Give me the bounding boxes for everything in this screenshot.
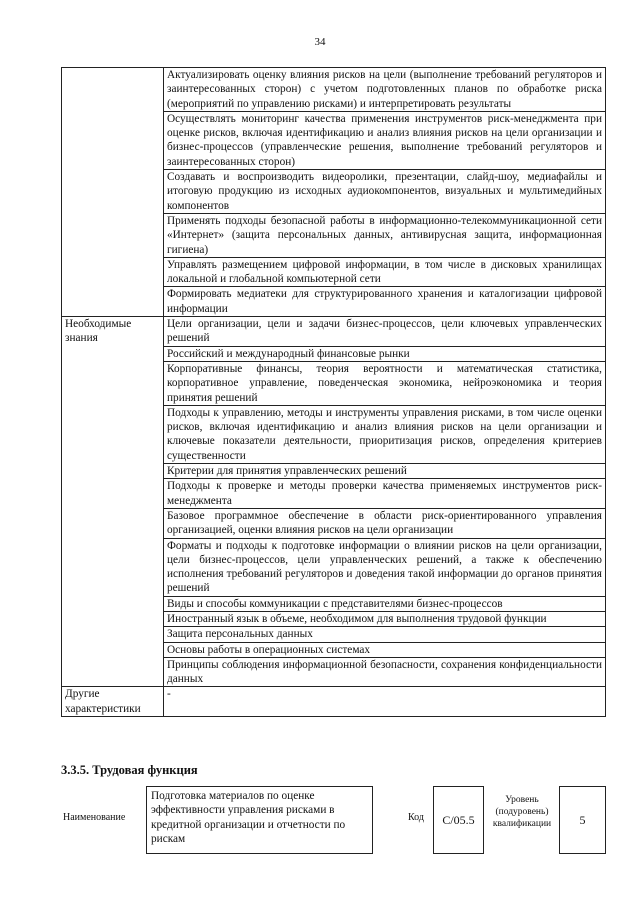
row-category-label: Другие характеристики: [62, 687, 164, 717]
row-text: Подходы к управлению, методы и инструменты управления рисками, в том числе оценки рисков, включая идентификацию и анализ влияния рисков на цели организации и ключевые показатели деятельности, приоритизация рисков, определения критериев существенности: [164, 405, 606, 463]
section-title: 3.3.5. Трудовая функция: [61, 763, 198, 777]
row-text: Иностранный язык в объеме, необходимом для выполнения трудовой функции: [164, 611, 606, 626]
page-number: 34: [314, 36, 326, 48]
table-row: [62, 68, 606, 112]
row-text: Применять подходы безопасной работы в информационно-телекоммуникационной сети «Интернет» (защита персональных данных, антивирусная защита, информационная гигиена): [164, 213, 606, 257]
row-text: Создавать и воспроизводить видеоролики, презентации, слайд-шоу, медиафайлы и итоговую продукцию из исходных аудиокомпонентов, визуальных и мультимедийных компонентов: [164, 170, 606, 214]
qualification-level-label: Уровень (подуровень) квалификации: [492, 795, 552, 829]
row-text: Актуализировать оценку влияния рисков на цели (выполнение требований регуляторов и заинтересованных сторон) с учетом подготовленных планов по обработке риска (мероприятий по управлению рисками) и интерпретировать результаты: [164, 68, 606, 112]
row-text: Защита персональных данных: [164, 627, 606, 642]
table-row: [62, 317, 606, 347]
row-text: Корпоративные финансы, теория вероятности и математическая статистика, корпоративное управление, поведенческая экономика, нейроэкономика и теория принятия решений: [164, 361, 606, 405]
row-text: Цели организации, цели и задачи бизнес-процессов, цели ключевых управленческих решений: [164, 317, 606, 347]
row-text: Принципы соблюдения информационной безопасности, сохранения конфиденциальности данных: [164, 657, 606, 687]
labor-function-header: [61, 786, 606, 854]
name-label: Наименование: [63, 812, 126, 823]
table-row: [62, 687, 606, 717]
qualification-level-value: 5: [559, 786, 606, 854]
row-text: Управлять размещением цифровой информации, в том числе в дисковых хранилищах локальной и глобальной компьютерной сети: [164, 257, 606, 287]
function-code-value: C/05.5: [433, 786, 484, 854]
row-text: Основы работы в операционных системах: [164, 642, 606, 657]
row-text: -: [164, 687, 606, 717]
row-text: Виды и способы коммуникации с представителями бизнес-процессов: [164, 596, 606, 611]
row-category-label: [62, 68, 164, 317]
function-name-value: Подготовка материалов по оценке эффективности управления рисками в кредитной организации и отчетности по рискам: [146, 786, 373, 854]
row-text: Формировать медиатеки для структурированного хранения и каталогизации цифровой информации: [164, 287, 606, 317]
code-label: Код: [408, 812, 424, 823]
row-text: Критерии для принятия управленческих решений: [164, 464, 606, 479]
competency-table: [61, 67, 606, 717]
row-text: Форматы и подходы к подготовке информации о влиянии рисков на цели организации, цели бизнес-процессов, цели управленческих решений, а также к обеспечению исполнения требований регуляторов и доведения такой информации до органов принятия решений: [164, 538, 606, 596]
row-text: Подходы к проверке и методы проверки качества применяемых инструментов риск-менеджмента: [164, 479, 606, 509]
row-text: Базовое программное обеспечение в области риск-ориентированного управления организацией, оценки влияния рисков на цели организации: [164, 508, 606, 538]
row-category-label: Необходимые знания: [62, 317, 164, 687]
row-text: Российский и международный финансовые рынки: [164, 346, 606, 361]
row-text: Осуществлять мониторинг качества применения инструментов риск-менеджмента при оценке рисков, включая идентификацию и анализ влияния рисков на цели организации и бизнес-процессов (управленческие решения, выполнение требований регуляторов и заинтересованных сторон): [164, 111, 606, 169]
